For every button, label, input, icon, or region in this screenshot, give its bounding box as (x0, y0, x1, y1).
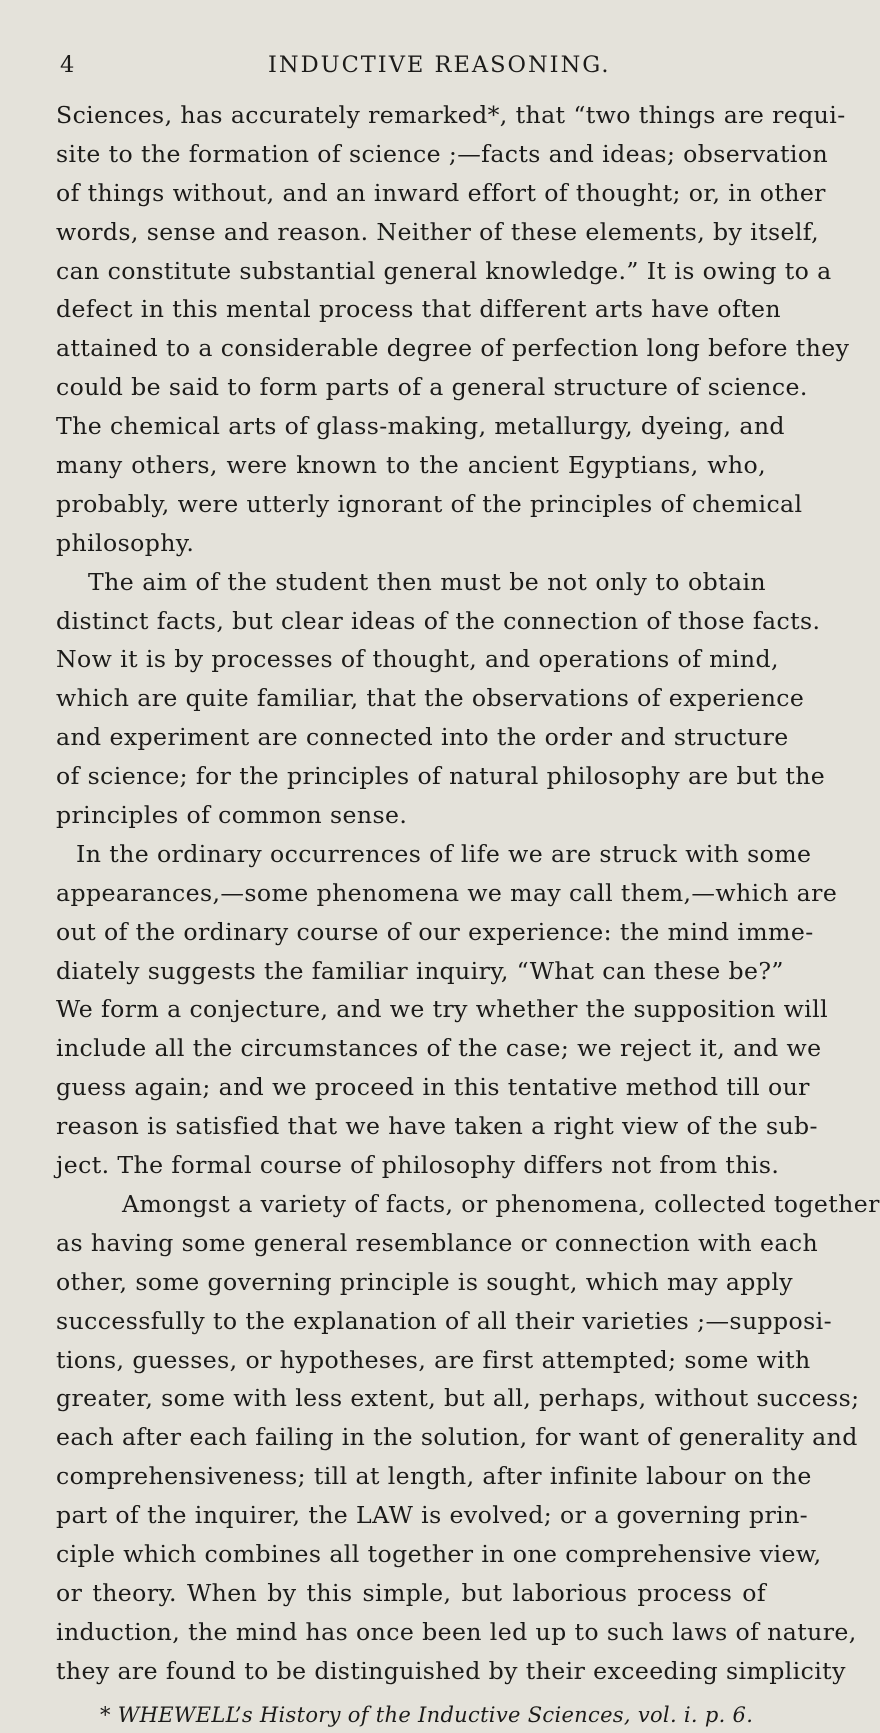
text-line: ject. The formal course of philosophy differs not from this. (56, 1151, 780, 1180)
text-line: include all the circumstances of the case; we reject it, and we (56, 1034, 822, 1063)
text-line: of science; for the principles of natural philosophy are but the (56, 762, 826, 791)
text-line: site to the formation of science ;—facts and ideas; observation (56, 139, 829, 168)
text-line: The chemical arts of glass-making, metallurgy, dyeing, and (56, 412, 785, 441)
text-line: induction, the mind has once been led up to such laws of nature, (56, 1617, 857, 1646)
text-line: attained to a considerable degree of perfection long before they (56, 334, 850, 363)
footnote: * WHEWELL’s History of the Inductive Sciences, vol. i. p. 6. (100, 1702, 754, 1727)
running-title: INDUCTIVE REASONING. (268, 52, 611, 78)
text-line: as having some general resemblance or connection with each (56, 1228, 819, 1257)
text-line: many others, were known to the ancient Egyptians, who, (56, 451, 766, 480)
text-line: out of the ordinary course of our experience: the mind imme- (56, 917, 814, 946)
body-text (56, 96, 880, 1691)
text-line: Now it is by processes of thought, and operations of mind, (56, 645, 779, 674)
text-line: principles of common sense. (56, 801, 408, 830)
text-line: defect in this mental process that different arts have often (56, 295, 781, 324)
text-line: of things without, and an inward effort of thought; or, in other (56, 178, 826, 207)
text-line: can constitute substantial general knowledge.” It is owing to a (56, 256, 832, 285)
text-line: Amongst a variety of facts, or phenomena, collected together (122, 1189, 880, 1218)
running-header (56, 52, 766, 96)
text-line: words, sense and reason. Neither of these elements, by itself, (56, 217, 819, 246)
text-line: ciple which combines all together in one comprehensive view, (56, 1539, 822, 1568)
text-line: Sciences, has accurately remarked*, that “two things are requi- (56, 101, 846, 129)
text-line: could be said to form parts of a general structure of science. (56, 373, 808, 402)
text-line: appearances,—some phenomena we may call them,—which are (56, 878, 838, 907)
text-line: philosophy. (56, 528, 195, 557)
text-line: successfully to the explanation of all their varieties ;—supposi- (56, 1306, 832, 1335)
text-line: other, some governing principle is sought, which may apply (56, 1267, 793, 1296)
text-line: which are quite familiar, that the observations of experience (56, 684, 805, 713)
text-line: comprehensiveness; till at length, after infinite labour on the (56, 1462, 812, 1491)
text-line: probably, were utterly ignorant of the principles of chemical (56, 489, 803, 518)
text-line: each after each failing in the solution, for want of generality and (56, 1423, 858, 1452)
text-line: greater, some with less extent, but all, perhaps, without success; (56, 1384, 860, 1413)
text-line: We form a conjecture, and we try whether the supposition will (56, 995, 829, 1024)
text-line: distinct facts, but clear ideas of the connection of those facts. (56, 606, 821, 635)
text-line: reason is satisfied that we have taken a right view of the sub- (56, 1112, 818, 1141)
text-line: guess again; and we proceed in this tentative method till our (56, 1073, 810, 1102)
text-line: or theory. When by this simple, but laborious process of (56, 1578, 766, 1607)
page-number: 4 (60, 52, 77, 78)
text-line: diately suggests the familiar inquiry, “What can these be?” (56, 956, 784, 985)
text-line: they are found to be distinguished by their exceeding simplicity (56, 1656, 846, 1685)
text-line: and experiment are connected into the order and structure (56, 723, 789, 752)
text-line: part of the inquirer, the LAW is evolved; or a governing prin- (56, 1501, 809, 1530)
text-line: In the ordinary occurrences of life we are struck with some (76, 839, 812, 868)
text-line: The aim of the student then must be not only to obtain (88, 567, 766, 596)
text-line: tions, guesses, or hypotheses, are first attempted; some with (56, 1345, 811, 1374)
